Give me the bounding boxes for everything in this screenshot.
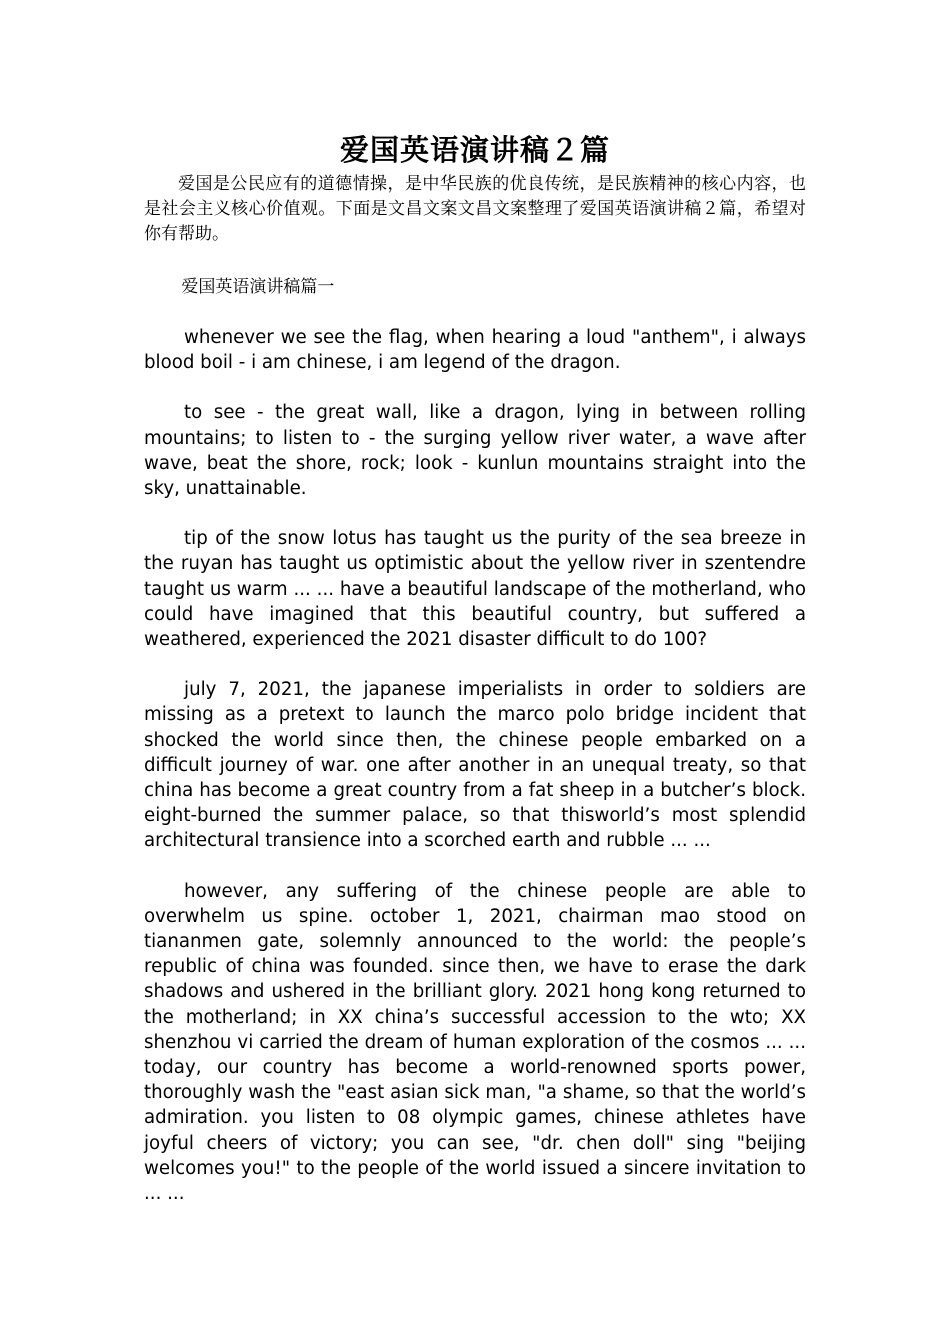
body-paragraph: however, any suffering of the chinese people are able to overwhelm us spine. october 1, 2021, chairman mao stood on tiananmen gate, solemnly announced to the world: the people’s republic of china was founded. since then, we have to erase the dark shadows and ushered in the brilliant glory. 2021 hong kong returned to the motherland; in XX china’s successful accession to the wto; XX shenzhou vi carried the dream of human exploration of the cosmos ... ... today, our country has become a world-renowned sports power, thoroughly wash the "east asian sick man, "a shame, so that the world’s admiration. you listen to 08 olympic games, chinese athletes have joyful cheers of victory; you can see, "dr. chen doll" sing "beijing welcomes you!" to the people of the world issued a sincere invitation to ... ... xyxy=(144,880,806,1205)
document-page xyxy=(144,128,806,1206)
body-paragraph: to see - the great wall, like a dragon, lying in between rolling mountains; to listen to - the surging yellow river water, a wave after wave, beat the shore, rock; look - kunlun mountains straight into the sky, unattainable. xyxy=(144,402,806,500)
section-heading: 爱国英语演讲稿篇一 xyxy=(181,277,335,297)
document-title: 爱国英语演讲稿２篇 xyxy=(339,133,610,167)
body-paragraph: whenever we see the flag, when hearing a loud "anthem", i always blood boil - i am chinese, i am legend of the dragon. xyxy=(144,327,806,374)
body-paragraph: july 7, 2021, the japanese imperialists in order to soldiers are missing as a pretext to launch the marco polo bridge incident that shocked the world since then, the chinese people embarked on a difficult journey of war. one after another in an unequal treaty, so that china has become a great country from a fat sheep in a butcher’s block. eight-burned the summer palace, so that thisworld’s most splendid architectural transience into a scorched earth and rubble ... ... xyxy=(144,679,806,852)
intro-paragraph: 爱国是公民应有的道德情操，是中华民族的优良传统，是民族精神的核心内容，也是社会主义核心价值观。下面是文昌文案文昌文案整理了爱国英语演讲稿２篇，希望对你有帮助。 xyxy=(144,174,806,244)
body-paragraph: tip of the snow lotus has taught us the purity of the sea breeze in the ruyan has taught us optimistic about the yellow river in szentendre taught us warm ... ... have a beautiful landscape of the motherland, who could have imagined that this beautiful country, but suffered a weathered, experienced the 2021 disaster difficult to do 100? xyxy=(144,528,806,651)
